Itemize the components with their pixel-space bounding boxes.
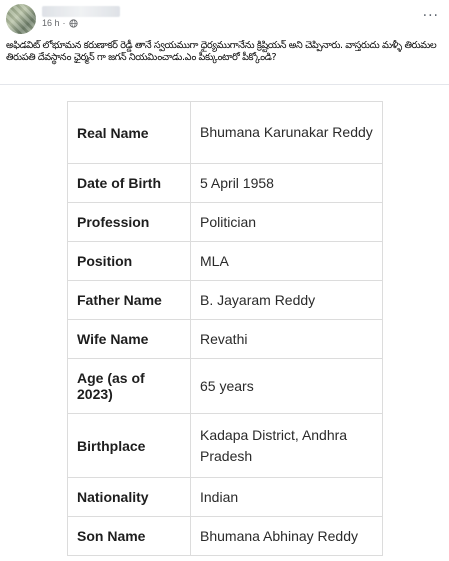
bio-field-label: Real Name — [68, 102, 191, 164]
bio-table — [67, 101, 383, 556]
bio-field-value: Bhumana Abhinay Reddy — [191, 517, 383, 556]
bio-field-value: MLA — [191, 242, 383, 281]
bio-table-row — [68, 359, 383, 414]
bio-field-value: Bhumana Karunakar Reddy — [191, 102, 383, 164]
bio-field-value: 5 April 1958 — [191, 164, 383, 203]
bio-field-label: Age (as of 2023) — [68, 359, 191, 414]
post-image[interactable] — [0, 84, 449, 561]
bio-table-row — [68, 517, 383, 556]
globe-icon — [69, 19, 78, 28]
bio-field-label: Wife Name — [68, 320, 191, 359]
bio-table-row — [68, 320, 383, 359]
bio-field-label: Date of Birth — [68, 164, 191, 203]
bio-field-value: Revathi — [191, 320, 383, 359]
bio-table-row — [68, 281, 383, 320]
post-caption: అఫిడవిట్ లోభూమన కరుణాకర్ రెడ్డీ తానే స్వయముగా ధైర్యముగానేను క్రిష్టియన్ అని చెప్పినారు. వాస్తరుదు మళ్ళీ తిరుమల తిరుపతి దేవస్థానం ఛైర్మన్ గా జగన్ నియమించాడు.ఎం పీక్కుంటారో పీక్కోండి? — [6, 40, 437, 63]
bio-field-label: Nationality — [68, 478, 191, 517]
bio-table-row — [68, 478, 383, 517]
author-name-redacted[interactable] — [42, 6, 120, 17]
bio-field-label: Son Name — [68, 517, 191, 556]
bio-table-row — [68, 242, 383, 281]
bio-field-value: Kadapa District, Andhra Pradesh — [191, 414, 383, 478]
author-avatar[interactable] — [6, 4, 36, 34]
bio-table-row — [68, 414, 383, 478]
bio-field-value: Indian — [191, 478, 383, 517]
post-timestamp[interactable]: 16 h — [42, 18, 60, 28]
meta-separator: · — [62, 18, 66, 28]
bio-field-label: Position — [68, 242, 191, 281]
bio-field-label: Profession — [68, 203, 191, 242]
post-meta — [42, 18, 78, 28]
bio-table-row — [68, 203, 383, 242]
bio-table-row — [68, 102, 383, 164]
bio-field-value: 65 years — [191, 359, 383, 414]
more-options-icon[interactable]: ··· — [422, 8, 439, 24]
bio-field-label: Father Name — [68, 281, 191, 320]
bio-field-value: B. Jayaram Reddy — [191, 281, 383, 320]
bio-field-label: Birthplace — [68, 414, 191, 478]
bio-table-row — [68, 164, 383, 203]
post-header — [0, 0, 449, 40]
bio-field-value: Politician — [191, 203, 383, 242]
